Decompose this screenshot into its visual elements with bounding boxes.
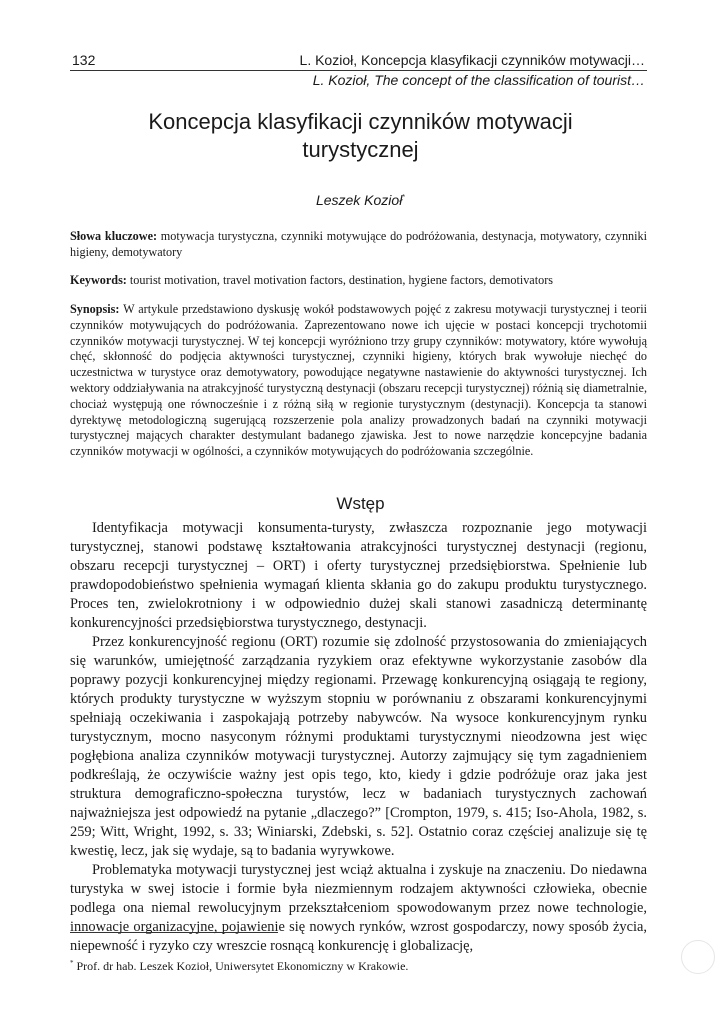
- keywords-en-text: tourist motivation, travel motivation factors, destination, hygiene factors, demotivators: [126, 273, 554, 287]
- section-title: Wstęp: [336, 494, 385, 513]
- section-body: [70, 519, 647, 956]
- article-title: [90, 108, 631, 164]
- keywords-en-label: Keywords:: [70, 273, 127, 287]
- footnote-divider: [70, 932, 278, 933]
- keywords-pl-text: motywacja turystyczna, czynniki motywujące do podróżowania, destynacja, motywatory, czynniki higieny, demotywatory: [70, 229, 647, 259]
- synopsis-text: W artykule przedstawiono dyskusję wokół podstawowych pojęć z zakresu motywacji turystycznej i teorii czynników motywujących do podróżowania. Zaprezentowano nowe ich ujęcie w postaci koncepcji trychotomii czynników motywacji turystycznej. W tej koncepcji wyróżniono trzy grupy czynników: motywatory, które wywołują chęć, skłonność do podjęcia aktywności turystycznej, czynniki higieny, których brak wywołuje niechęć do uczestnictwa w turystyce oraz demotywatory, powodujące negatywne nastawienie do aktywności turystycznej. Ich wektory oddziaływania na atrakcyjność turystyczną destynacji (obszaru recepcji turystycznej) różnią się diametralnie, chociaż występują one równocześnie i z różną siłą w regionie turystycznym (destynacji). Koncepcja ta stanowi dyrektywę metodologiczną sugerującą rozszerzenie pola analizy prowadzonych badań na czynniki motywacji turystycznej mających charakter destymulant badanego zjawiska. Jest to nowe narzędzie koncepcyjne badania czynników motywacji w ogólności, a czynników motywujących do podróżowania szczególnie.: [70, 302, 647, 459]
- footnote: [70, 959, 408, 974]
- page-number: 132: [72, 52, 96, 68]
- body-paragraph-1: Identyfikacja motywacji konsumenta-turysty, zwłaszcza rozpoznanie jego motywacji turystycznej, stanowi podstawę kształtowania atrakcyjności turystycznej destynacji (regionu, obszaru recepcji turystycznej – ORT) i oferty turystycznej przedsiębiorstwa. Spełnienie lub prawdopodobieństwo spełnienia wymagań klienta skłania go do zakupu produktu turystycznego. Proces ten, zwielokrotniony i w odpowiednio dużej skali stanowi zasadniczą determinantę konkurencyjności przedsiębiorstwa turystycznego, destynacji.: [70, 520, 647, 631]
- body-paragraph-3: Problematyka motywacji turystycznej jest wciąż aktualna i zyskuje na znaczeniu. Do niedawna turystyka w swej istocie i formie była niezmiennym rodzajem aktywności człowieka, obecnie podlega ona niemal rewolucyjnym przekształceniom spowodowanym przez nowe technologie, innowacje organizacyjne, pojawienie się nowych rynków, wzrost gospodarczy, nowy sposób życia, niepewność i ryzyko czy wreszcie rosnącą konkurencję i globalizację,: [70, 862, 647, 954]
- author-footnote-mark: *: [402, 194, 406, 201]
- author-name: Leszek Kozioł: [315, 192, 403, 208]
- footnote-text: Prof. dr hab. Leszek Kozioł, Uniwersytet Ekonomiczny w Krakowie.: [73, 959, 409, 973]
- running-title-en: L. Kozioł, The concept of the classification of tourist…: [312, 72, 645, 88]
- keywords-pl-label: Słowa kluczowe:: [70, 229, 158, 243]
- body-paragraph-2: Przez konkurencyjność regionu (ORT) rozumie się zdolność przystosowania do zmieniających się warunków, umiejętność zarządzania ryzykiem oraz efektywne wykorzystanie zasobów dla poprawy pozycji konkurencyjnej między regionami. Przewagę konkurencyjną osiągają te regiony, których produkty turystyczne w wyższym stopniu w porównaniu z obszarami konkurencyjnymi spełniają oczekiwania i zaspokajają potrzeby nabywców. Na wysoce konkurencyjnym rynku turystycznym, mocno nasyconym różnymi produktami turystycznymi nieodzowna jest więc pogłębiona analiza czynników motywacji turystycznej. Autorzy zajmujący się tym zagadnieniem podkreślają, że oczywiście ważny jest opis tego, kto, kiedy i gdzie podróżuje oraz jaka jest struktura demograficzno-społeczna turystów, lecz w badaniach turystycznych zachowań najważniejsza jest odpowiedź na pytanie „dlaczego?” [Crompton, 1979, s. 415; Iso-Ahola, 1982, s. 259; Witt, Wright, 1992, s. 33; Winiarski, Zdebski, s. 52]. Ostatnio coraz częściej analizuje się tę kwestię, lecz, jak się wydaje, są to badania wyrywkowe.: [70, 634, 647, 859]
- faint-stamp-mark: [681, 940, 715, 974]
- keywords-en: [70, 273, 647, 289]
- article-title-line-1: Koncepcja klasyfikacji czynników motywacji: [148, 109, 573, 134]
- header-divider: [70, 70, 647, 71]
- footnote-mark: *: [70, 959, 74, 967]
- synopsis-label: Synopsis:: [70, 302, 120, 316]
- running-title-pl: L. Kozioł, Koncepcja klasyfikacji czynników motywacji…: [299, 52, 645, 68]
- author: [0, 192, 721, 208]
- article-title-line-2: turystycznej: [302, 137, 419, 162]
- synopsis: [70, 302, 647, 460]
- keywords-pl: [70, 229, 647, 261]
